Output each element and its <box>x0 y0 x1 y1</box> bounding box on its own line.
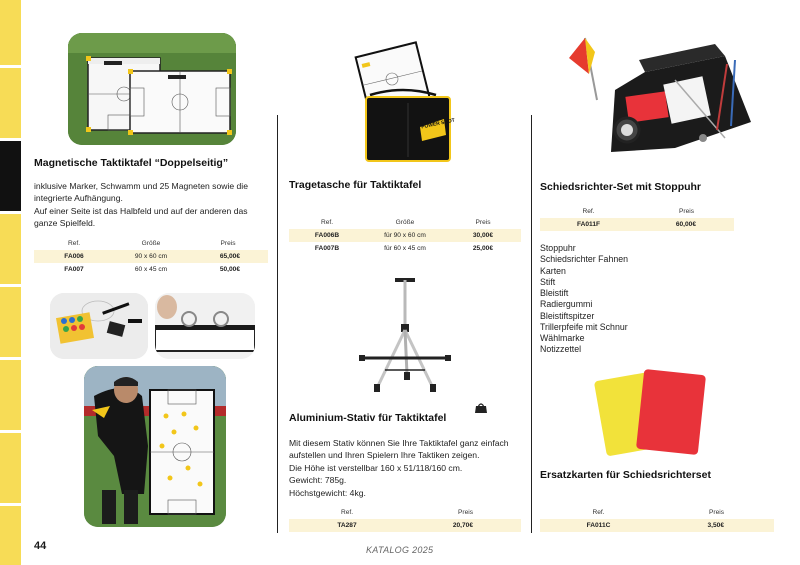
tactics-board-photo <box>68 33 236 145</box>
price-cell: 25,00€ <box>472 245 493 252</box>
tab-strip-segment <box>0 68 21 138</box>
tab-strip-active <box>0 141 21 211</box>
table-row <box>540 519 774 532</box>
table-header-row <box>289 506 521 519</box>
ref-cell: FA011F <box>540 218 637 231</box>
catalog-label: KATALOG 2025 <box>366 545 434 555</box>
description-line: inklusive Marker, Schwamm und 25 Magneten sowie die <box>34 181 248 191</box>
list-item: Wählmarke <box>540 333 585 343</box>
referee-set-price-table <box>540 205 734 231</box>
tab-strip-segment <box>0 433 21 503</box>
price-cell: 3,50€ <box>657 519 774 532</box>
ref-cell: TA287 <box>289 519 405 532</box>
hanger-photo <box>155 293 255 359</box>
weight-bag-icon <box>474 402 488 414</box>
list-item: Trillerpfeife mit Schnur <box>540 321 628 332</box>
description-line: Gewicht: 785g. <box>289 475 347 486</box>
tactics-board-description <box>34 180 274 230</box>
description-line: integrierte Aufhängung. <box>34 193 123 204</box>
list-item: Schiedsrichter Fahnen <box>540 254 629 265</box>
referee-set-item-list <box>540 243 628 356</box>
price-cell: 65,00€ <box>188 250 268 263</box>
price-header: Preis <box>457 509 473 516</box>
ref-header: Ref. <box>582 208 595 215</box>
tactics-board-title: Magnetische Taktiktafel “Doppelseitig” <box>34 157 229 169</box>
ref-header: Ref. <box>340 509 354 516</box>
tactics-board-price-table <box>34 237 268 276</box>
column-divider <box>531 115 532 533</box>
ref-cell: FA011C <box>540 519 657 532</box>
price-header: Preis <box>475 219 491 226</box>
size-cell: 90 x 60 cm <box>114 250 188 263</box>
tab-strip-segment <box>0 360 21 430</box>
tab-strip-segment <box>0 214 21 284</box>
ref-cell: FA007B <box>314 245 340 252</box>
price-header: Preis <box>678 208 694 215</box>
tripod-description <box>289 437 529 499</box>
table-row <box>289 229 521 242</box>
description-line: Höchstgewicht: 4kg. <box>289 487 366 498</box>
carry-bag-logo: POWER SHOT <box>420 117 456 131</box>
tab-strip-segment <box>0 506 21 565</box>
spare-cards-price-table <box>540 506 774 532</box>
size-cell: 60 x 45 cm <box>134 266 168 273</box>
tripod-photo <box>355 270 455 400</box>
spare-cards-title: Ersatzkarten für Schiedsrichterset <box>540 469 711 481</box>
spare-cards-photo <box>592 366 710 466</box>
ref-cell: FA006B <box>289 229 365 242</box>
list-item: Stift <box>540 276 556 287</box>
carry-bag-price-table <box>289 216 521 255</box>
size-header: Größe <box>141 240 161 247</box>
table-row <box>289 242 521 255</box>
table-header-row <box>540 506 774 519</box>
size-cell: für 60 x 45 cm <box>384 245 426 252</box>
price-cell: 50,00€ <box>219 266 240 273</box>
description-line: ganze Spielfeld. <box>34 218 96 229</box>
table-row <box>540 218 734 231</box>
list-item: Stoppuhr <box>540 243 576 253</box>
size-header: Größe <box>395 219 415 226</box>
description-line: Mit diesem Stativ können Sie Ihre Taktiktafel ganz einfach <box>289 438 509 448</box>
description-line: Die Höhe ist verstellbar 160 x 51/118/160 cm. <box>289 462 463 473</box>
table-row <box>34 263 268 276</box>
carry-bag-photo <box>350 35 456 165</box>
table-header-row <box>34 237 268 250</box>
tripod-price-table <box>289 506 521 532</box>
description-line: Auf einer Seite ist das Halbfeld und auf der anderen das <box>34 205 248 216</box>
list-item: Radiergummi <box>540 299 593 310</box>
referee-set-title: Schiedsrichter-Set mit Stoppuhr <box>540 181 702 193</box>
price-header: Preis <box>220 240 236 247</box>
referee-set-photo <box>555 30 771 170</box>
price-header: Preis <box>708 509 724 516</box>
list-item: Notizzettel <box>540 344 582 355</box>
ref-cell: FA006 <box>34 250 114 263</box>
page-number: 44 <box>34 540 47 552</box>
tripod-title: Aluminium-Stativ für Taktiktafel <box>289 412 447 424</box>
list-item: Karten <box>540 265 566 276</box>
carry-bag-title: Tragetasche für Taktiktafel <box>289 179 422 191</box>
price-cell: 30,00€ <box>445 229 521 242</box>
list-item: Bleistiftspitzer <box>540 310 595 321</box>
ref-header: Ref. <box>320 219 334 226</box>
description-line: aufstellen und Ihren Spielern Ihre Taktiken zeigen. <box>289 450 480 461</box>
column-divider <box>277 115 278 533</box>
table-header-row <box>289 216 521 229</box>
price-cell: 60,00€ <box>637 218 734 231</box>
ref-header: Ref. <box>67 240 81 247</box>
table-row <box>34 250 268 263</box>
coach-photo <box>84 366 226 527</box>
tab-strip-segment <box>0 0 21 65</box>
ref-header: Ref. <box>592 509 605 516</box>
table-row <box>289 519 521 532</box>
size-cell: für 90 x 60 cm <box>365 229 445 242</box>
magnets-photo <box>50 293 148 359</box>
table-header-row <box>540 205 734 218</box>
price-cell: 20,70€ <box>405 519 521 532</box>
ref-cell: FA007 <box>64 266 84 273</box>
list-item: Bleistift <box>540 288 569 298</box>
tab-strip-segment <box>0 287 21 357</box>
